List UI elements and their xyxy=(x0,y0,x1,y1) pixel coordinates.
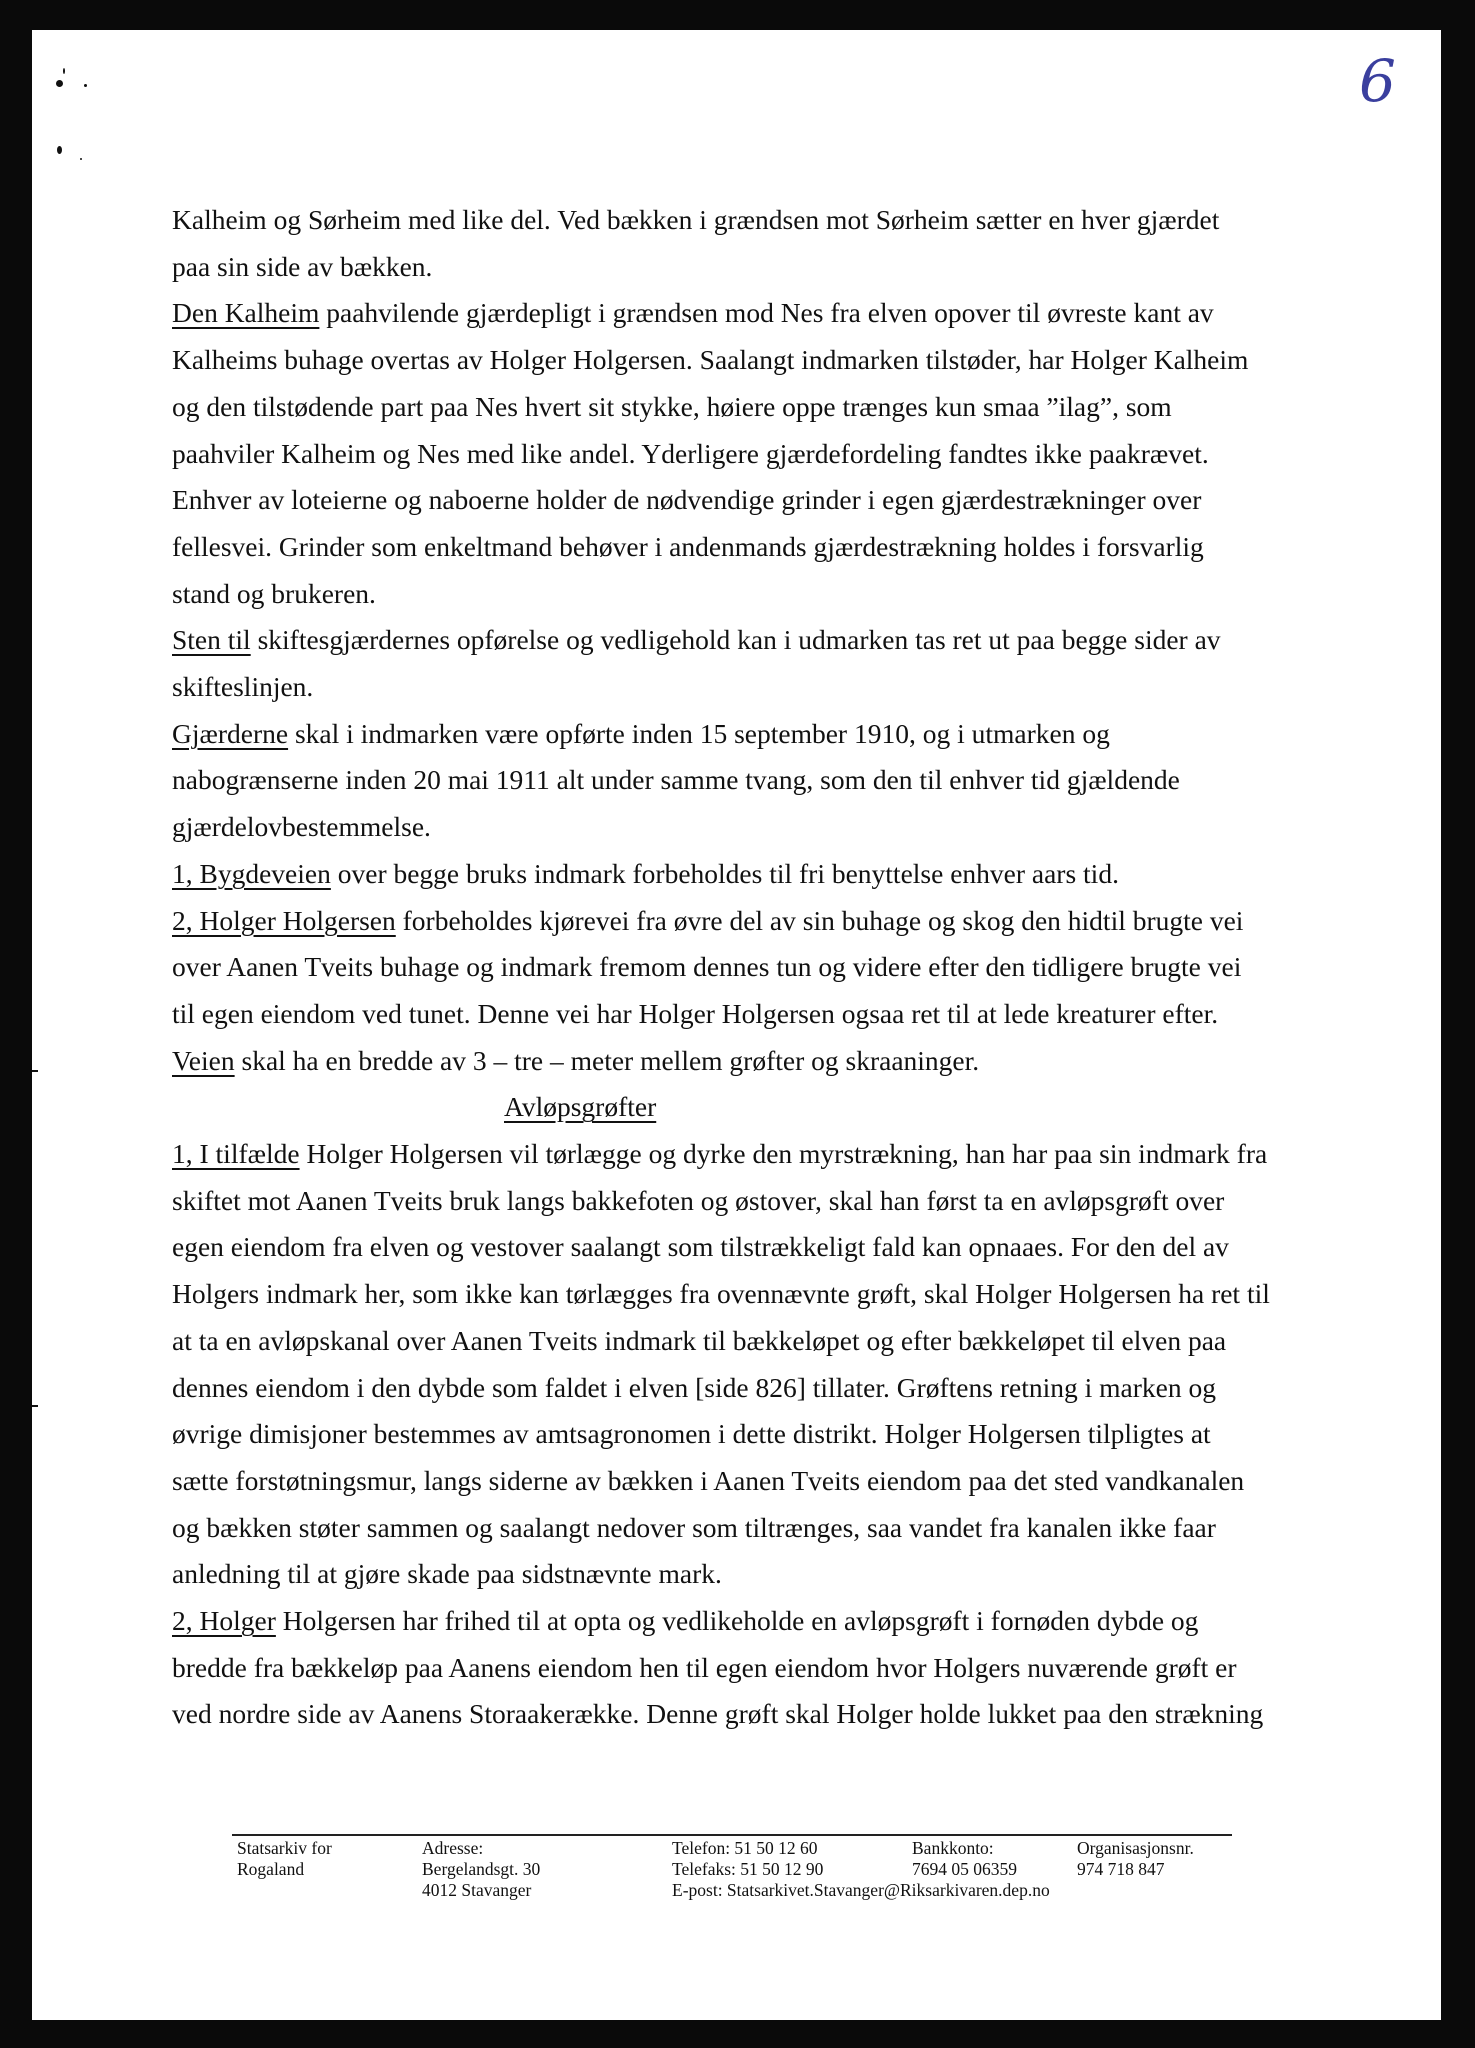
underlined-term: 1, I tilfælde xyxy=(172,1138,300,1169)
text-run: skal ha en bredde av 3 – tre – meter mellem grøfter og skraaninger. xyxy=(234,1044,980,1076)
text-run: paa sin side av bækken. xyxy=(172,250,433,282)
footer-institution xyxy=(237,1838,332,1880)
text-run: egen eiendom fra elven og vestover saalangt som tilstrækkeligt fald kan opnaaes. For den del av xyxy=(172,1231,1229,1263)
underlined-term: 2, Holger xyxy=(172,1605,276,1636)
footer-line: Adresse: xyxy=(422,1838,484,1858)
text-line xyxy=(172,997,1219,1029)
section-heading xyxy=(504,1093,656,1121)
text-run: skiftet mot Aanen Tveits bruk langs bakkefoten og østover, skal han først ta en avløpsgrøft over xyxy=(172,1184,1225,1216)
text-line xyxy=(172,1560,722,1588)
text-line xyxy=(172,437,1209,469)
text-run: ved nordre side av Aanens Storaakerække. Denne grøft skal Holger holde lukket paa den strækning xyxy=(172,1698,1264,1730)
text-run: stand og brukeren. xyxy=(172,577,376,609)
text-run: over Aanen Tveits buhage og indmark fremom dennes tun og videre efter den tidligere brugte vei xyxy=(172,951,1242,983)
footer-line: Bergelandsgt. 30 xyxy=(422,1859,541,1879)
scan-speck xyxy=(63,68,65,74)
text-run: til egen eiendom ved tunet. Denne vei har Holger Holgersen ogsaa ret til at lede kreaturer efter. xyxy=(172,997,1219,1029)
text-line xyxy=(172,346,1248,374)
text-line xyxy=(172,250,433,282)
text-line xyxy=(172,1324,1227,1356)
text-line xyxy=(172,673,313,701)
text-line xyxy=(172,577,376,609)
footer-line: Bankkonto: xyxy=(912,1838,994,1858)
text-run: Holger Holgersen vil tørlægge og dyrke den myrstrækning, han har paa sin indmark fra xyxy=(299,1138,1268,1169)
underlined-term: 2, Holger Holgersen xyxy=(172,904,396,936)
text-line xyxy=(172,717,1110,749)
text-run: gjærdelovbestemmelse. xyxy=(172,811,431,843)
footer-line: Telefaks: 51 50 12 90 xyxy=(672,1859,824,1879)
footer-line: 4012 Stavanger xyxy=(422,1880,532,1900)
text-run: bredde fra bækkeløp paa Aanens eiendom hen til egen eiendom hvor Holgers nuværende grøft er xyxy=(172,1651,1237,1683)
scan-speck xyxy=(56,80,63,87)
footer-bank xyxy=(912,1838,1017,1880)
text-line xyxy=(172,1044,980,1076)
text-run: paahvilende gjærdepligt i grændsen mod Nes fra elven opover til øvreste kant av xyxy=(319,297,1214,329)
text-run: forbeholdes kjørevei fra øvre del av sin buhage og skog den hidtil brugte vei xyxy=(395,904,1244,936)
text-line xyxy=(172,766,1180,794)
text-line xyxy=(172,486,1201,514)
text-run: paahviler Kalheim og Nes med like andel. Yderligere gjærdefordeling fandtes ikke paakrævet. xyxy=(172,437,1209,469)
underlined-term: Avløpsgrøfter xyxy=(504,1091,657,1123)
text-run: og den tilstødende part paa Nes hvert sit stykke, høiere oppe trænges kun smaa ”ilag”, som xyxy=(172,390,1172,422)
scan-mark xyxy=(32,1070,38,1072)
footer-line: Statsarkiv for xyxy=(237,1838,332,1858)
underlined-term: Den Kalheim xyxy=(172,297,320,329)
scan-mark xyxy=(32,1405,38,1407)
text-line xyxy=(172,1700,1263,1728)
underlined-term: Gjærderne xyxy=(172,717,289,749)
text-run: Holgersen har frihed til at opta og vedlikeholde en avløpsgrøft i fornøden dybde og xyxy=(275,1605,1199,1636)
text-run: at ta en avløpskanal over Aanen Tveits indmark til bækkeløpet og efter bækkeløpet til elven paa xyxy=(172,1324,1227,1356)
text-line xyxy=(172,857,1119,889)
text-line xyxy=(172,1420,1211,1448)
page-number: 6 xyxy=(1359,47,1396,115)
text-run: skiftesgjærdernes opførelse og vedligehold kan i udmarken tas ret ut paa begge sider av xyxy=(250,624,1221,656)
text-run: dennes eiendom i den dybde som faldet i elven [side 826] tillater. Grøftens retning i marken og xyxy=(172,1371,1216,1403)
text-line xyxy=(172,1280,1270,1308)
scan-speck xyxy=(57,146,62,154)
footer-org xyxy=(1077,1838,1194,1880)
footer-divider xyxy=(232,1834,1232,1836)
text-line xyxy=(172,813,431,841)
footer-address xyxy=(422,1838,540,1901)
scan-speck xyxy=(84,84,87,87)
text-run: Enhver av loteierne og naboerne holder de nødvendige grinder i egen gjærdestrækninger over xyxy=(172,484,1202,516)
underlined-term: 1, Bygdeveien xyxy=(172,857,331,889)
footer-line: Telefon: 51 50 12 60 xyxy=(672,1838,818,1858)
text-run: Kalheim og Sørheim med like del. Ved bækken i grændsen mot Sørheim sætter en hver gjærdet xyxy=(172,204,1220,235)
text-line xyxy=(172,1464,1245,1496)
text-run: anledning til at gjøre skade paa sidstnævnte mark. xyxy=(172,1558,722,1590)
footer-line: 7694 05 06359 xyxy=(912,1859,1017,1879)
text-line xyxy=(172,206,1219,234)
document-page xyxy=(32,30,1441,2020)
text-line xyxy=(172,299,1214,327)
text-line xyxy=(172,1233,1229,1261)
footer-email[interactable]: E-post: Statsarkivet.Stavanger@Riksarkivaren.dep.no xyxy=(672,1880,1050,1900)
text-line xyxy=(172,530,1204,562)
text-run: øvrige dimisjoner bestemmes av amtsagronomen i dette distrikt. Holger Holgersen tilpligtes at xyxy=(172,1418,1211,1450)
text-line xyxy=(172,1184,1225,1216)
text-line xyxy=(172,1607,1198,1635)
footer-line: Rogaland xyxy=(237,1859,305,1879)
footer-line: 974 718 847 xyxy=(1077,1859,1165,1879)
footer-line: Organisasjonsnr. xyxy=(1077,1838,1194,1858)
text-run: sætte forstøtningsmur, langs siderne av bækken i Aanen Tveits eiendom paa det sted vandkanalen xyxy=(172,1464,1245,1496)
scan-speck xyxy=(80,158,82,160)
underlined-term: Veien xyxy=(172,1044,235,1076)
text-run: over begge bruks indmark forbeholdes til fri benyttelse enhver aars tid. xyxy=(330,857,1119,889)
text-line xyxy=(172,1371,1216,1403)
text-line xyxy=(172,626,1221,654)
text-line xyxy=(172,1140,1267,1168)
text-run: Kalheims buhage overtas av Holger Holgersen. Saalangt indmarken tilstøder, har Holger Kalheim xyxy=(172,344,1249,376)
text-run: skal i indmarken være opførte inden 15 september 1910, og i utmarken og xyxy=(288,717,1110,749)
text-run: Holgers indmark her, som ikke kan tørlægges fra ovennævnte grøft, skal Holger Holgersen ha ret til xyxy=(172,1278,1270,1310)
text-run: og bækken støter sammen og saalangt nedover som tiltrænges, saa vandet fra kanalen ikke faar xyxy=(172,1511,1216,1543)
text-run: nabogrænserne inden 20 mai 1911 alt under samme tvang, som den til enhver tid gjældende xyxy=(172,764,1180,796)
underlined-term: Sten til xyxy=(172,624,251,656)
text-line xyxy=(172,904,1244,936)
text-line xyxy=(172,1511,1216,1543)
text-run: skifteslinjen. xyxy=(172,671,314,702)
text-run: fellesvei. Grinder som enkeltmand behøver i andenmands gjærdestrækning holdes i forsvarlig xyxy=(172,530,1204,562)
text-line xyxy=(172,390,1172,422)
text-line xyxy=(172,953,1241,981)
text-line xyxy=(172,1651,1237,1683)
